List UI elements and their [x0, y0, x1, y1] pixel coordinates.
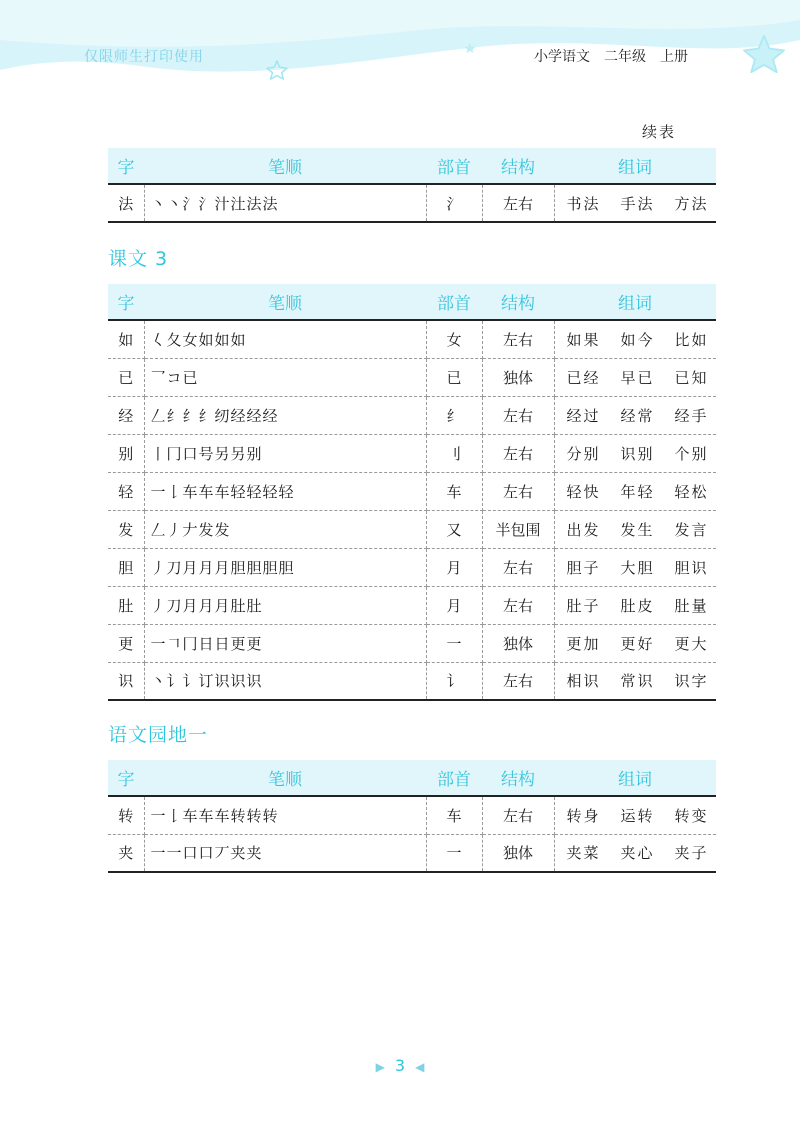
example-word: 肚量 [674, 596, 709, 615]
col-header-words: 组词 [554, 284, 716, 320]
cell-structure: 左右 [482, 396, 554, 434]
col-header-words: 组词 [554, 148, 716, 184]
cell-structure: 半包围 [482, 510, 554, 548]
stroke-order-sequence: 𠃋丿𠂇发发 [150, 520, 231, 539]
cell-words [554, 548, 716, 586]
col-header-char: 字 [108, 284, 144, 320]
cell-char: 如 [108, 320, 144, 358]
stroke-table-continued [108, 148, 716, 223]
stroke-order-sequence: 一𠄌车车车轻轻轻轻 [150, 482, 295, 501]
cell-structure: 左右 [482, 320, 554, 358]
cell-words [554, 624, 716, 662]
example-word: 如果 [566, 330, 601, 349]
cell-char: 转 [108, 796, 144, 834]
star-decoration-icon [742, 34, 786, 74]
cell-char: 法 [108, 184, 144, 222]
example-word: 如今 [620, 330, 655, 349]
example-word: 发生 [620, 520, 655, 539]
cell-structure: 独体 [482, 834, 554, 872]
example-word: 相识 [566, 672, 601, 691]
table-row [108, 320, 716, 358]
table-row [108, 396, 716, 434]
cell-structure: 独体 [482, 624, 554, 662]
table-row [108, 834, 716, 872]
example-word: 识字 [674, 672, 709, 691]
example-word: 经常 [620, 406, 655, 425]
cell-radical: 车 [426, 796, 482, 834]
cell-structure: 左右 [482, 796, 554, 834]
col-header-strokes: 笔顺 [144, 148, 426, 184]
cell-words [554, 320, 716, 358]
cell-radical: 纟 [426, 396, 482, 434]
example-word: 夹子 [674, 844, 709, 863]
example-word: 转变 [674, 806, 709, 825]
example-word: 胆子 [566, 558, 601, 577]
example-word: 常识 [620, 672, 655, 691]
cell-stroke-order [144, 624, 426, 662]
stroke-order-sequence: 𡿨夂女如如如 [150, 330, 247, 349]
example-word: 夹心 [620, 844, 655, 863]
cell-stroke-order [144, 434, 426, 472]
example-word: 经手 [674, 406, 709, 425]
cell-stroke-order [144, 586, 426, 624]
cell-char: 发 [108, 510, 144, 548]
example-word: 发言 [674, 520, 709, 539]
cell-structure: 独体 [482, 358, 554, 396]
cell-words [554, 586, 716, 624]
stroke-order-sequence: 丶丶氵氵汁汢法法 [150, 194, 279, 213]
stroke-order-sequence: 乛コ已 [150, 368, 199, 387]
cell-structure: 左右 [482, 586, 554, 624]
example-word: 运转 [620, 806, 655, 825]
table-header-row [108, 148, 716, 184]
example-word: 已知 [674, 368, 709, 387]
cell-radical: 氵 [426, 184, 482, 222]
example-word: 肚子 [566, 596, 601, 615]
example-word: 轻松 [674, 482, 709, 501]
stroke-order-sequence: 丨冂口号另另别 [150, 444, 263, 463]
table-row [108, 586, 716, 624]
grade-label: 二年级 [604, 49, 646, 65]
example-word: 更加 [566, 634, 601, 653]
stroke-order-sequence: 𠃋纟纟纟纫经经经 [150, 406, 279, 425]
stroke-order-sequence: 一一口口丆夹夹 [150, 844, 263, 863]
cell-words [554, 796, 716, 834]
cell-radical: 已 [426, 358, 482, 396]
cell-structure: 左右 [482, 184, 554, 222]
example-word: 肚皮 [620, 596, 655, 615]
cell-char: 经 [108, 396, 144, 434]
table-row [108, 624, 716, 662]
cell-stroke-order [144, 320, 426, 358]
cell-stroke-order [144, 662, 426, 700]
example-word: 比如 [674, 330, 709, 349]
table-row [108, 434, 716, 472]
cell-radical: 讠 [426, 662, 482, 700]
example-word: 更好 [620, 634, 655, 653]
table-row [108, 472, 716, 510]
table-row [108, 184, 716, 222]
col-header-strokes: 笔顺 [144, 284, 426, 320]
cell-words [554, 434, 716, 472]
cell-structure: 左右 [482, 548, 554, 586]
example-word: 年轻 [620, 482, 655, 501]
cell-stroke-order [144, 396, 426, 434]
cell-structure: 左右 [482, 662, 554, 700]
subject-label: 小学语文 [534, 49, 590, 65]
cell-char: 已 [108, 358, 144, 396]
volume-label: 上册 [660, 49, 688, 65]
example-word: 手法 [620, 194, 655, 213]
cell-stroke-order [144, 510, 426, 548]
stroke-order-sequence: 丿刀月月月肚肚 [150, 596, 263, 615]
col-header-radical: 部首 [426, 148, 482, 184]
arrow-left-icon: ◀ [415, 1060, 425, 1074]
cell-radical: 月 [426, 548, 482, 586]
stroke-table-language-garden [108, 760, 716, 873]
cell-words [554, 358, 716, 396]
example-word: 方法 [674, 194, 709, 213]
cell-radical: 刂 [426, 434, 482, 472]
section-title-lesson-3: 课文 3 [108, 248, 169, 270]
section-title-language-garden-1: 语文园地一 [108, 724, 209, 746]
cell-char: 轻 [108, 472, 144, 510]
cell-char: 夹 [108, 834, 144, 872]
example-word: 夹菜 [566, 844, 601, 863]
cell-stroke-order [144, 834, 426, 872]
example-word: 转身 [566, 806, 601, 825]
table-header-row [108, 760, 716, 796]
table-row [108, 358, 716, 396]
cell-stroke-order [144, 548, 426, 586]
col-header-radical: 部首 [426, 760, 482, 796]
col-header-char: 字 [108, 148, 144, 184]
table-row [108, 796, 716, 834]
cell-radical: 又 [426, 510, 482, 548]
example-word: 轻快 [566, 482, 601, 501]
cell-stroke-order [144, 796, 426, 834]
star-decoration-icon [266, 60, 288, 80]
cell-structure: 左右 [482, 472, 554, 510]
example-word: 更大 [674, 634, 709, 653]
cell-words [554, 472, 716, 510]
print-watermark: 仅限师生打印使用 [84, 49, 204, 65]
cell-structure: 左右 [482, 434, 554, 472]
stroke-table-lesson-3 [108, 284, 716, 701]
example-word: 已经 [566, 368, 601, 387]
cell-char: 识 [108, 662, 144, 700]
col-header-words: 组词 [554, 760, 716, 796]
stroke-order-sequence: 一𠄌车车车转转转 [150, 806, 279, 825]
cell-words [554, 396, 716, 434]
cell-stroke-order [144, 184, 426, 222]
page-number-value: 3 [394, 1056, 406, 1075]
table-row [108, 662, 716, 700]
cell-radical: 车 [426, 472, 482, 510]
example-word: 分别 [566, 444, 601, 463]
col-header-char: 字 [108, 760, 144, 796]
example-word: 胆识 [674, 558, 709, 577]
continued-table-label: 续表 [642, 123, 677, 141]
cell-char: 更 [108, 624, 144, 662]
stroke-order-sequence: 丿刀月月月胆胆胆胆 [150, 558, 295, 577]
book-info [534, 46, 688, 66]
cell-stroke-order [144, 358, 426, 396]
cell-radical: 女 [426, 320, 482, 358]
cell-words [554, 662, 716, 700]
cell-radical: 一 [426, 834, 482, 872]
cell-char: 别 [108, 434, 144, 472]
col-header-structure: 结构 [482, 148, 554, 184]
col-header-strokes: 笔顺 [144, 760, 426, 796]
stroke-order-sequence: 一𠃍冂日日更更 [150, 634, 263, 653]
col-header-structure: 结构 [482, 760, 554, 796]
example-word: 书法 [566, 194, 601, 213]
cell-words [554, 184, 716, 222]
example-word: 大胆 [620, 558, 655, 577]
example-word: 经过 [566, 406, 601, 425]
stroke-order-sequence: 丶讠讠订识识识 [150, 672, 263, 691]
example-word: 识别 [620, 444, 655, 463]
star-decoration-icon [464, 42, 476, 54]
cell-radical: 一 [426, 624, 482, 662]
cell-char: 胆 [108, 548, 144, 586]
cell-stroke-order [144, 472, 426, 510]
example-word: 早已 [620, 368, 655, 387]
table-row [108, 510, 716, 548]
example-word: 个别 [674, 444, 709, 463]
table-header-row [108, 284, 716, 320]
table-row [108, 548, 716, 586]
cell-char: 肚 [108, 586, 144, 624]
example-word: 出发 [566, 520, 601, 539]
cell-words [554, 510, 716, 548]
col-header-structure: 结构 [482, 284, 554, 320]
cell-radical: 月 [426, 586, 482, 624]
col-header-radical: 部首 [426, 284, 482, 320]
page-number [0, 1056, 800, 1075]
arrow-right-icon: ▶ [375, 1060, 385, 1074]
cell-words [554, 834, 716, 872]
